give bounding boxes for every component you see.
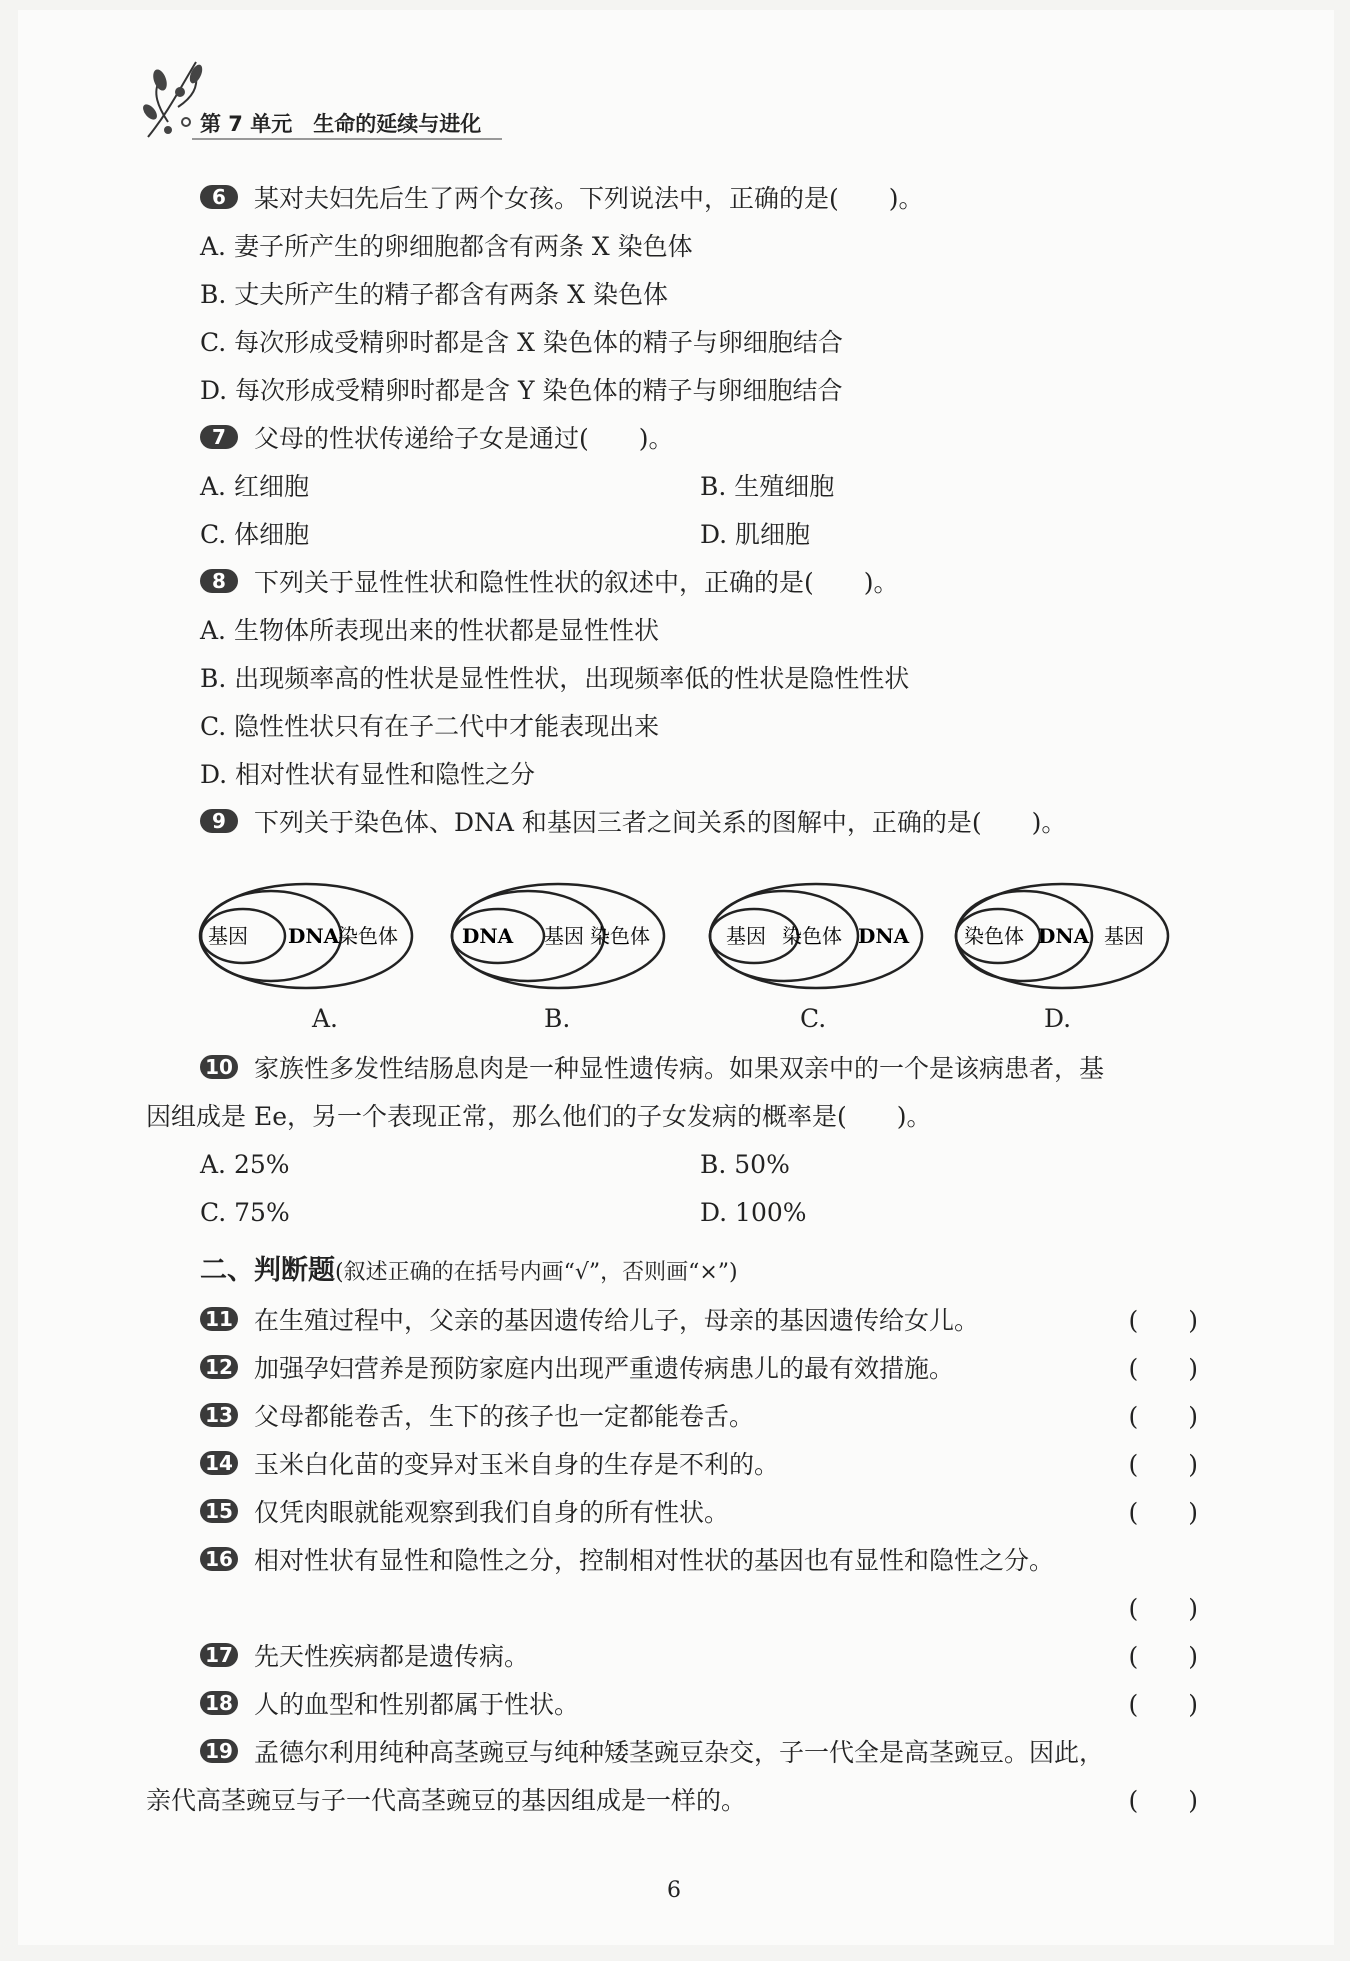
option-c: C. 每次形成受精卵时都是含 X 染色体的精子与卵细胞结合	[200, 328, 843, 357]
judge-item-11: 11 在生殖过程中，父亲的基因遗传给儿子，母亲的基因遗传给女儿。	[200, 1304, 979, 1338]
question-number-badge: 18	[200, 1691, 238, 1715]
venn-diagram-c	[706, 880, 926, 996]
venn-diagram-b	[448, 880, 668, 996]
option-a: A. 生物体所表现出来的性状都是显性性状	[200, 616, 659, 645]
diagram-inner-label: DNA	[462, 924, 514, 948]
option-d: D. 100%	[700, 1198, 807, 1227]
diagram-outer-label: 染色体	[590, 924, 650, 948]
question-number-badge: 16	[200, 1547, 238, 1571]
diagram-inner-label: 基因	[208, 924, 248, 948]
venn-diagram-d	[952, 880, 1172, 996]
question-number-badge: 7	[200, 425, 238, 449]
question-9: 9 下列关于染色体、DNA 和基因三者之间关系的图解中，正确的是( )。	[200, 806, 1066, 840]
judge-item-15: 15 仅凭肉眼就能观察到我们自身的所有性状。	[200, 1496, 729, 1530]
question-number-badge: 6	[200, 185, 238, 209]
page-number: 6	[667, 1878, 681, 1903]
diagram-middle-label: DNA	[1038, 924, 1090, 948]
option-c: C. 隐性性状只有在子二代中才能表现出来	[200, 712, 660, 741]
judge-item-13: 13 父母都能卷舌，生下的孩子也一定都能卷舌。	[200, 1400, 754, 1434]
answer-bracket[interactable]: ( )	[1128, 1594, 1198, 1623]
diagram-outer-label: DNA	[858, 924, 910, 948]
option-a: A. 25%	[200, 1150, 290, 1179]
diagram-b-label: B.	[544, 1004, 571, 1033]
judge-item-18: 18 人的血型和性别都属于性状。	[200, 1688, 579, 1722]
option-d: D. 肌细胞	[700, 520, 811, 549]
question-number-badge: 15	[200, 1499, 238, 1523]
option-c: C. 75%	[200, 1198, 290, 1227]
diagram-outer-label: 染色体	[338, 924, 398, 948]
question-number-badge: 9	[200, 809, 238, 833]
diagram-inner-label: 基因	[726, 924, 766, 948]
option-b: B. 出现频率高的性状是显性性状，出现频率低的性状是隐性性状	[200, 664, 910, 693]
diagram-middle-label: 染色体	[782, 924, 842, 948]
question-number-badge: 13	[200, 1403, 238, 1427]
question-7: 7 父母的性状传递给子女是通过( )。	[200, 422, 674, 456]
judge-item-19: 19 孟德尔利用纯种高茎豌豆与纯种矮茎豌豆杂交，子一代全是高茎豌豆。因此，	[200, 1736, 1104, 1770]
section-heading: 二、判断题(叙述正确的在括号内画“√”，否则画“×”)	[200, 1255, 738, 1286]
diagram-outer-label: 基因	[1104, 924, 1144, 948]
header-divider	[192, 138, 502, 140]
judge-item-19-continued: 亲代高茎豌豆与子一代高茎豌豆的基因组成是一样的。	[146, 1786, 747, 1815]
question-number-badge: 14	[200, 1451, 238, 1475]
option-d: D. 每次形成受精卵时都是含 Y 染色体的精子与卵细胞结合	[200, 376, 843, 405]
answer-bracket[interactable]: ( )	[1128, 1450, 1198, 1479]
judge-item-14: 14 玉米白化苗的变异对玉米自身的生存是不利的。	[200, 1448, 779, 1482]
diagram-middle-label: DNA	[288, 924, 340, 948]
judge-item-16: 16 相对性状有显性和隐性之分，控制相对性状的基因也有显性和隐性之分。	[200, 1544, 1054, 1578]
answer-bracket[interactable]: ( )	[1128, 1306, 1198, 1335]
diagram-inner-label: 染色体	[964, 924, 1024, 948]
answer-bracket[interactable]: ( )	[1128, 1690, 1198, 1719]
question-number-badge: 10	[200, 1055, 238, 1079]
question-number-badge: 12	[200, 1355, 238, 1379]
option-a: A. 红细胞	[200, 472, 309, 501]
question-6: 6 某对夫妇先后生了两个女孩。下列说法中，正确的是( )。	[200, 182, 924, 216]
question-number-badge: 17	[200, 1643, 238, 1667]
answer-bracket[interactable]: ( )	[1128, 1642, 1198, 1671]
question-number-badge: 8	[200, 569, 238, 593]
diagram-middle-label: 基因	[544, 924, 584, 948]
question-number-badge: 11	[200, 1307, 238, 1331]
option-a: A. 妻子所产生的卵细胞都含有两条 X 染色体	[200, 232, 693, 261]
diagram-d-label: D.	[1044, 1004, 1072, 1033]
answer-bracket[interactable]: ( )	[1128, 1786, 1198, 1815]
answer-bracket[interactable]: ( )	[1128, 1402, 1198, 1431]
question-10: 10 家族性多发性结肠息肉是一种显性遗传病。如果双亲中的一个是该病患者，基	[200, 1052, 1104, 1086]
unit-title: 第 7 单元 生命的延续与进化	[200, 112, 482, 136]
answer-bracket[interactable]: ( )	[1128, 1498, 1198, 1527]
option-b: B. 生殖细胞	[700, 472, 835, 501]
answer-bracket[interactable]: ( )	[1128, 1354, 1198, 1383]
question-number-badge: 19	[200, 1739, 238, 1763]
option-b: B. 丈夫所产生的精子都含有两条 X 染色体	[200, 280, 668, 309]
question-10-continued: 因组成是 Ee，另一个表现正常，那么他们的子女发病的概率是( )。	[146, 1102, 932, 1131]
option-d: D. 相对性状有显性和隐性之分	[200, 760, 536, 789]
option-b: B. 50%	[700, 1150, 790, 1179]
option-c: C. 体细胞	[200, 520, 310, 549]
question-8: 8 下列关于显性性状和隐性性状的叙述中，正确的是( )。	[200, 566, 899, 600]
diagram-a-label: A.	[312, 1004, 339, 1033]
diagram-c-label: C.	[800, 1004, 827, 1033]
venn-diagram-a	[198, 880, 418, 996]
judge-item-12: 12 加强孕妇营养是预防家庭内出现严重遗传病患儿的最有效措施。	[200, 1352, 954, 1386]
judge-item-17: 17 先天性疾病都是遗传病。	[200, 1640, 529, 1674]
